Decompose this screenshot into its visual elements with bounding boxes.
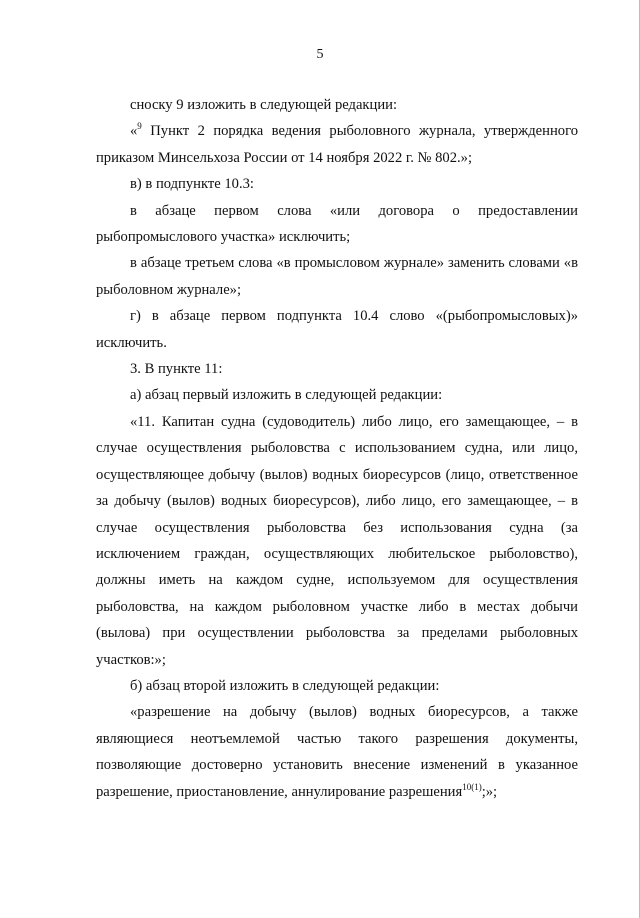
permit-body: «разрешение на добычу (вылов) водных биоресурсов, а также являющиеся неотъемлемой частью такого разрешения документы, позволяющие достоверно установить внесение изменений в указанное разрешение, приостановление, аннулирование разрешения xyxy=(96,704,578,800)
paragraph-subitem-g: г) в абзаце первом подпункта 10.4 слово «(рыбопромысловых)» исключить. xyxy=(96,308,578,351)
paragraph-subitem-a: а) абзац первый изложить в следующей редакции: xyxy=(130,387,443,404)
paragraph-footnote-text xyxy=(96,118,578,171)
paragraph-third-abzac: в абзаце третьем слова «в промысловом журнале» заменить словами «в рыболовном журнале»; xyxy=(96,255,578,298)
paragraph-subitem-v: в) в подпункте 10.3: xyxy=(130,176,254,193)
paragraph-footnote-intro: сноску 9 изложить в следующей редакции: xyxy=(130,97,398,113)
paragraph-new-point-11: «11. Капитан судна (судоводитель) либо лицо, его замещающее, – в случае осуществления рыболовства с использованием судна, или лицо, осуществляющее добычу (вылов) водных биоресурсов (лицо, ответственное за добычу (вылов) водных биоресурсов), либо лицо, его замещающее, – в случае осуществления рыболовства без использования судна (за исключением граждан, осуществляющих любительское рыболовство), должны иметь на каждом судне, используемом для осуществления рыболовства, на каждом рыболовном участке либо в местах добычи (вылова) при осуществлении рыболовства за пределами рыболовных участков:»; xyxy=(96,413,578,668)
footnote-open-quote: « xyxy=(130,123,138,140)
footnote-marker: 9 xyxy=(137,121,142,132)
footnote-body: Пункт 2 порядка ведения рыболовного журнала, утвержденного приказом Минсельхоза России от 14 ноября 2022 г. № 802.»; xyxy=(96,123,578,166)
page-number: 5 xyxy=(316,47,324,62)
paragraph-first-abzac: в абзаце первом слова «или договора о предоставлении рыбопромыслового участка» исключить; xyxy=(96,202,578,246)
paragraph-permit-text xyxy=(96,699,578,805)
document-body xyxy=(96,92,578,805)
paragraph-subitem-b: б) абзац второй изложить в следующей редакции: xyxy=(130,677,440,694)
paragraph-point-11: 3. В пункте 11: xyxy=(130,361,223,378)
permit-closing: ;»; xyxy=(481,783,498,800)
footnote-marker-10-1: 10(1) xyxy=(462,781,482,792)
